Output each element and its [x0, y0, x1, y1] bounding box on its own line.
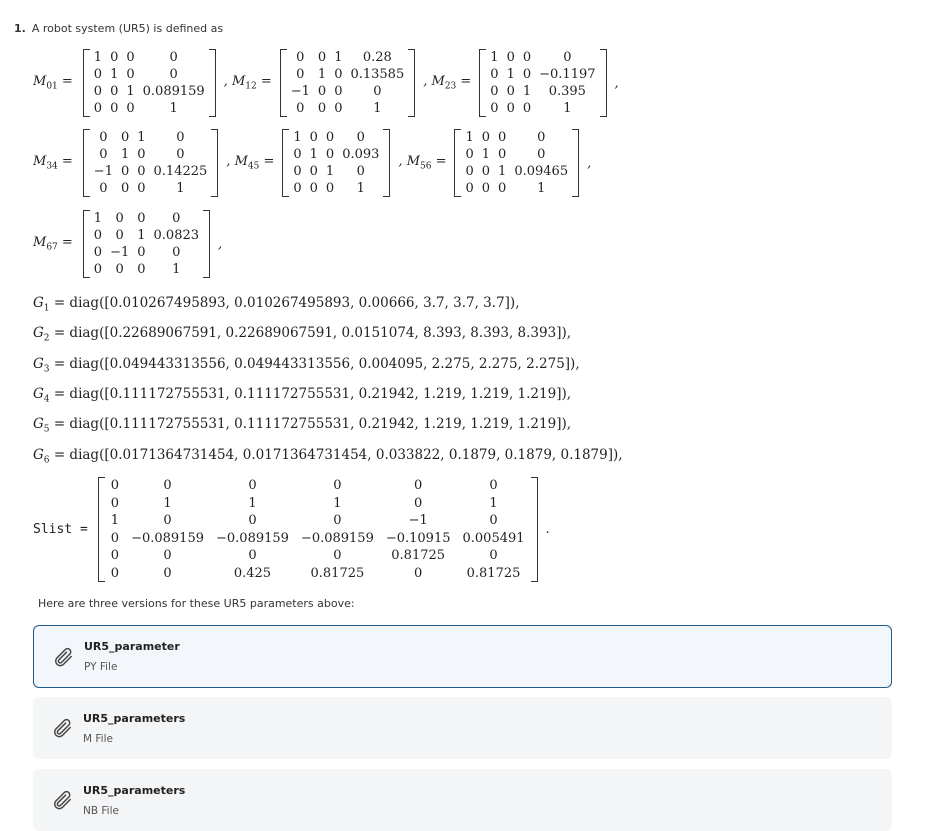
matrix-cell: 1 [325, 164, 335, 179]
matrix-cell: 1 [333, 495, 342, 511]
matrix-cell: 0 [169, 50, 178, 65]
slist-matrix [98, 477, 538, 582]
matrix-cell: 0 [110, 495, 120, 511]
matrix-cell: 0 [248, 548, 257, 563]
matrix-cell: 0 [296, 50, 305, 65]
bracket-right [600, 49, 607, 117]
slist-row: Slist = 0 0 0 0 0 0 0 1 1 1 0 1 1 0 0 0 −1 0 0 −0.089159 −0.089159 −0.089159 −0.10915 0.005491 0 0 0 0 0.81725 0 0 0 0.425 0.81725 0 0.81725 . [33, 478, 550, 581]
bracket-left [282, 129, 289, 197]
matrix-row [105, 512, 531, 530]
matrix-cell: 0 [169, 67, 178, 82]
matrix-cell: −0.089159 [131, 530, 204, 546]
matrix-cell: 1 [522, 84, 532, 99]
bracket-right [531, 477, 538, 582]
matrix-cell: 0 [334, 67, 343, 82]
matrix-cell: 0 [317, 101, 327, 116]
matrix-row [105, 565, 531, 583]
matrix-cell: 0 [126, 50, 135, 65]
matrix-cell: 0 [293, 147, 302, 162]
matrix-cell: 0 [334, 101, 343, 116]
matrix-cell: 0 [373, 84, 382, 99]
matrix-row [90, 261, 203, 278]
matrix-cell: 0 [172, 245, 181, 260]
bracket-left [83, 49, 90, 117]
matrix-cell: 0.81725 [391, 548, 446, 563]
problem-intro [14, 22, 223, 35]
file-type: PY File [84, 661, 118, 673]
matrix-cell: 1 [248, 495, 257, 511]
matrix-cell: 0 [489, 548, 498, 563]
matrix-cell: 0 [333, 513, 342, 528]
matrix-cell: 0 [506, 84, 515, 99]
matrix-cell: 0 [489, 478, 498, 493]
matrix-row [90, 129, 212, 146]
matrix-cell: 1 [356, 181, 365, 196]
matrix-cell: 0 [522, 50, 532, 65]
matrix-cell: 1 [110, 513, 120, 528]
bracket-right [209, 49, 216, 117]
matrix-cell: 0 [506, 101, 515, 116]
bracket-right [572, 129, 579, 197]
file-type: M File [83, 732, 113, 745]
matrix-cell: 1 [169, 101, 178, 116]
matrix-row [90, 244, 203, 261]
file-name: UR5_parameters [83, 711, 186, 725]
matrix-cell: −1 [93, 164, 113, 179]
bracket-left [280, 49, 287, 117]
matrix-cell: 0 [481, 181, 491, 196]
matrix-cell: 0.005491 [462, 530, 525, 546]
matrix-cell: 1 [93, 50, 103, 65]
matrix-cell: 0 [537, 130, 546, 145]
matrix-row [90, 227, 203, 244]
bracket-left [98, 477, 105, 582]
matrix-row [486, 83, 599, 100]
matrix-cell: 0 [498, 147, 507, 162]
matrix-cell: 0 [115, 211, 124, 226]
matrix-cell: 0 [481, 164, 491, 179]
matrix-cell: 1 [465, 130, 474, 145]
g3-line: $G_3$ = diag([0.049443313556, 0.049443313556, 0.004095, 2.275, 2.275, 2.275]), [33, 356, 580, 375]
matrix-m23 [479, 49, 606, 117]
matrix-cell: 0 [296, 101, 305, 116]
matrix-cell: 0 [537, 147, 546, 162]
matrix-cell: 0 [110, 548, 120, 563]
matrix-cell: 0.14225 [153, 164, 208, 179]
matrix-cell: 0.13585 [350, 67, 405, 82]
matrix-m45 [282, 129, 390, 197]
matrix-cell: 0 [506, 50, 515, 65]
matrix-m12 [280, 49, 416, 117]
g4-line: $G_4$ = diag([0.111172755531, 0.111172755531, 0.21942, 1.219, 1.219, 1.219]), [33, 386, 572, 405]
matrix-row [90, 146, 212, 163]
matrix-cell: 0 [137, 181, 146, 196]
matrix-cell: −1 [110, 245, 130, 260]
matrix-cell: 0 [93, 101, 103, 116]
matrix-cell: 0.81725 [466, 565, 521, 581]
matrix-cell: 0 [163, 513, 172, 528]
matrix-cell: 0 [465, 181, 474, 196]
matrix-cell: 0 [334, 84, 343, 99]
matrix-cell: 0 [120, 130, 130, 145]
matrix-row [461, 129, 572, 146]
matrix-cell: 0 [115, 262, 124, 277]
matrix-row [486, 100, 599, 117]
matrix-cell: 0 [93, 245, 103, 260]
file-name: UR5_parameters [83, 783, 186, 797]
bracket-right [408, 49, 415, 117]
matrix-cell: 0 [333, 478, 342, 493]
matrix-row-1: $M_{01}$ = 1 0 0 0 0 1 0 0 0 0 1 0.089159 0 0 0 1 , $M_{12}$ = 0 0 1 0.28 0 1 0 0.13585 −1 0 0 0 0 0 0 1 , $M_{23}$ = 1 0 0 0 0 1 0 −0.1197 0 0 1 0.395 0 0 0 1 , [33, 50, 619, 116]
matrix-row [289, 163, 383, 180]
matrix-cell: 0 [481, 130, 491, 145]
bracket-right [203, 210, 210, 278]
matrix-row [105, 477, 531, 495]
matrix-cell: 0 [137, 262, 146, 277]
matrix-cell: 0 [93, 84, 103, 99]
m45-label: , $M_{45}$ = [226, 154, 275, 172]
file-card-nb[interactable] [33, 769, 892, 831]
g5-line: $G_5$ = diag([0.111172755531, 0.111172755531, 0.21942, 1.219, 1.219, 1.219]), [33, 416, 572, 435]
matrix-cell: 0.089159 [142, 84, 205, 99]
matrix-cell: 0.81725 [310, 565, 365, 581]
bracket-left [83, 129, 90, 197]
matrix-cell: 0 [325, 181, 335, 196]
matrix-cell: 1 [489, 495, 498, 511]
matrix-cell: 0 [490, 84, 499, 99]
matrix-cell: 0 [309, 181, 318, 196]
matrix-row [105, 495, 531, 513]
m34-label: $M_{34}$ = [33, 154, 73, 172]
matrix-cell: −1 [290, 84, 310, 99]
m12-label: , $M_{12}$ = [223, 74, 272, 92]
matrix-cell: 0 [296, 67, 305, 82]
matrix-cell: 0 [414, 478, 423, 493]
matrix-row-3: $M_{67}$ = 1 0 0 0 0 0 1 0.0823 0 −1 0 0 0 0 0 1 , [33, 211, 223, 277]
matrix-cell: 0 [110, 530, 120, 546]
matrix-cell: −0.089159 [216, 530, 289, 546]
file-type: NB File [83, 804, 119, 817]
matrix-cell: 0 [163, 548, 172, 563]
paperclip-icon [51, 789, 73, 811]
matrix-cell: 0.0823 [153, 228, 200, 243]
matrix-row [105, 547, 531, 565]
problem-number: 1. [14, 22, 26, 35]
g2-line: $G_2$ = diag([0.22689067591, 0.22689067591, 0.0151074, 8.393, 8.393, 8.393]), [33, 325, 572, 344]
matrix-m67 [83, 210, 210, 278]
matrix-cell: 0 [563, 50, 572, 65]
matrix-cell: 1 [126, 84, 135, 99]
matrix-cell: 0.28 [362, 50, 392, 65]
matrix-cell: 0 [317, 84, 327, 99]
matrix-cell: 0 [137, 147, 146, 162]
matrix-m56 [454, 129, 579, 197]
matrix-cell: 1 [137, 130, 146, 145]
matrix-row [90, 180, 212, 197]
matrix-cell: 0 [137, 164, 146, 179]
matrix-row [461, 163, 572, 180]
matrix-cell: 0 [110, 101, 119, 116]
matrix-cell: 0 [356, 164, 365, 179]
matrix-row [90, 100, 209, 117]
matrix-cell: 0 [333, 548, 342, 563]
matrix-cell: 0 [163, 478, 172, 493]
matrix-cell: 0.425 [233, 565, 272, 581]
matrix-cell: 0 [356, 130, 365, 145]
matrix-cell: 0 [99, 130, 108, 145]
matrix-cell: 0 [317, 50, 327, 65]
matrix-cell: 1 [176, 181, 185, 196]
matrix-row [289, 180, 383, 197]
matrix-cell: 1 [120, 147, 130, 162]
matrix-row-2: $M_{34}$ = 0 0 1 0 0 1 0 0 −1 0 0 0.14225 0 0 0 1 , $M_{45}$ = 1 0 0 0 0 1 0 0.093 0 0 1 0 0 0 0 1 , $M_{56}$ = 1 0 0 0 0 1 0 0 0 0 1 0.09465 0 0 0 1 , [33, 130, 592, 196]
matrix-row [287, 49, 409, 66]
matrix-cell: −1 [408, 513, 428, 528]
matrix-cell: 0 [99, 147, 108, 162]
matrix-cell: 1 [163, 495, 172, 511]
matrix-cell: 0 [309, 130, 318, 145]
file-name: UR5_parameter [84, 640, 180, 653]
matrix-row [486, 49, 599, 66]
matrix-cell: 0 [176, 147, 185, 162]
matrix-cell: 1 [334, 50, 343, 65]
matrix-row [461, 146, 572, 163]
matrix-cell: 0 [120, 164, 130, 179]
matrix-cell: 1 [293, 130, 302, 145]
matrix-cell: 0 [93, 67, 103, 82]
matrix-cell: 0 [490, 67, 499, 82]
matrix-cell: 0 [414, 565, 423, 581]
matrix-cell: 1 [506, 67, 515, 82]
paperclip-icon [51, 717, 73, 739]
matrix-cell: 0 [293, 164, 302, 179]
matrix-cell: 0 [126, 101, 135, 116]
matrix-cell: 1 [309, 147, 318, 162]
matrix-cell: 0 [120, 181, 130, 196]
matrix-cell: 1 [498, 164, 507, 179]
matrix-cell: 0 [176, 130, 185, 145]
matrix-cell: 1 [172, 262, 181, 277]
matrix-row [289, 129, 383, 146]
matrix-cell: 0 [490, 101, 499, 116]
matrix-cell: 0 [110, 84, 119, 99]
matrix-row [90, 163, 212, 180]
matrix-cell: 0 [498, 181, 507, 196]
matrix-cell: 0 [465, 164, 474, 179]
m56-label: , $M_{56}$ = [398, 154, 447, 172]
matrix-cell: 1 [110, 67, 119, 82]
matrix-row [287, 100, 409, 117]
problem-intro-text: A robot system (UR5) is defined as [31, 22, 224, 35]
matrix-cell: 1 [563, 101, 572, 116]
matrix-cell: 0 [522, 101, 532, 116]
matrix-row [289, 146, 383, 163]
matrix-cell: 1 [490, 50, 499, 65]
matrix-row [90, 49, 209, 66]
g1-line: $G_1$ = diag([0.010267495893, 0.010267495893, 0.00666, 3.7, 3.7, 3.7]), [33, 295, 520, 314]
bracket-left [454, 129, 461, 197]
matrix-row [461, 180, 572, 197]
matrix-cell: 0 [137, 245, 146, 260]
matrix-cell: 0 [172, 211, 181, 226]
matrix-cell: 1 [317, 67, 327, 82]
bracket-right [383, 129, 390, 197]
matrix-row [90, 66, 209, 83]
matrix-row [486, 66, 599, 83]
file-card-py[interactable] [33, 625, 892, 688]
m67-label: $M_{67}$ = [33, 235, 73, 253]
matrix-cell: 0 [248, 513, 257, 528]
matrix-cell: 0 [93, 228, 103, 243]
paperclip-icon [52, 646, 74, 668]
matrix-cell: 0.09465 [514, 164, 569, 179]
matrix-cell: −0.1197 [539, 67, 596, 82]
bracket-left [83, 210, 90, 278]
matrix-cell: 0 [248, 478, 257, 493]
matrix-cell: 0 [465, 147, 474, 162]
matrix-cell: 0 [309, 164, 318, 179]
matrix-cell: 0 [489, 513, 498, 528]
matrix-cell: 0 [110, 50, 119, 65]
matrix-cell: 0 [498, 130, 507, 145]
matrix-cell: −0.10915 [385, 530, 451, 546]
matrix-cell: 0 [137, 211, 146, 226]
matrix-m34 [83, 129, 219, 197]
matrix-cell: −0.089159 [300, 530, 374, 546]
matrix-cell: 0 [126, 67, 135, 82]
file-card-m[interactable] [33, 697, 892, 759]
g6-line: $G_6$ = diag([0.0171364731454, 0.0171364731454, 0.033822, 0.1879, 0.1879, 0.1879]), [33, 447, 623, 466]
matrix-cell: 0 [325, 130, 335, 145]
m01-label: $M_{01}$ = [33, 74, 73, 92]
bracket-right [211, 129, 218, 197]
matrix-cell: 1 [373, 101, 382, 116]
matrix-cell: 0.395 [548, 84, 586, 99]
matrix-row [287, 66, 409, 83]
matrix-row [90, 83, 209, 100]
versions-text: Here are three versions for these UR5 parameters above: [38, 597, 355, 610]
matrix-cell: 0 [110, 478, 120, 493]
matrix-m01 [83, 49, 216, 117]
matrix-cell: 1 [137, 228, 146, 243]
matrix-cell: 1 [93, 211, 103, 226]
matrix-row [105, 530, 531, 548]
matrix-cell: 0 [522, 67, 532, 82]
matrix-cell: 1 [481, 147, 491, 162]
bracket-left [479, 49, 486, 117]
matrix-cell: 0 [325, 147, 335, 162]
matrix-cell: 0 [293, 181, 302, 196]
matrix-cell: 1 [537, 181, 546, 196]
matrix-cell: 0 [99, 181, 108, 196]
matrix-cell: 0 [110, 565, 120, 581]
matrix-cell: 0 [163, 565, 172, 581]
m23-label: , $M_{23}$ = [423, 74, 472, 92]
matrix-row [90, 210, 203, 227]
matrix-row [287, 83, 409, 100]
slist-label: Slist = [33, 522, 88, 537]
matrix-cell: 0 [414, 495, 423, 511]
matrix-cell: 0.093 [342, 147, 380, 162]
matrix-cell: 0 [115, 228, 124, 243]
matrix-cell: 0 [93, 262, 103, 277]
